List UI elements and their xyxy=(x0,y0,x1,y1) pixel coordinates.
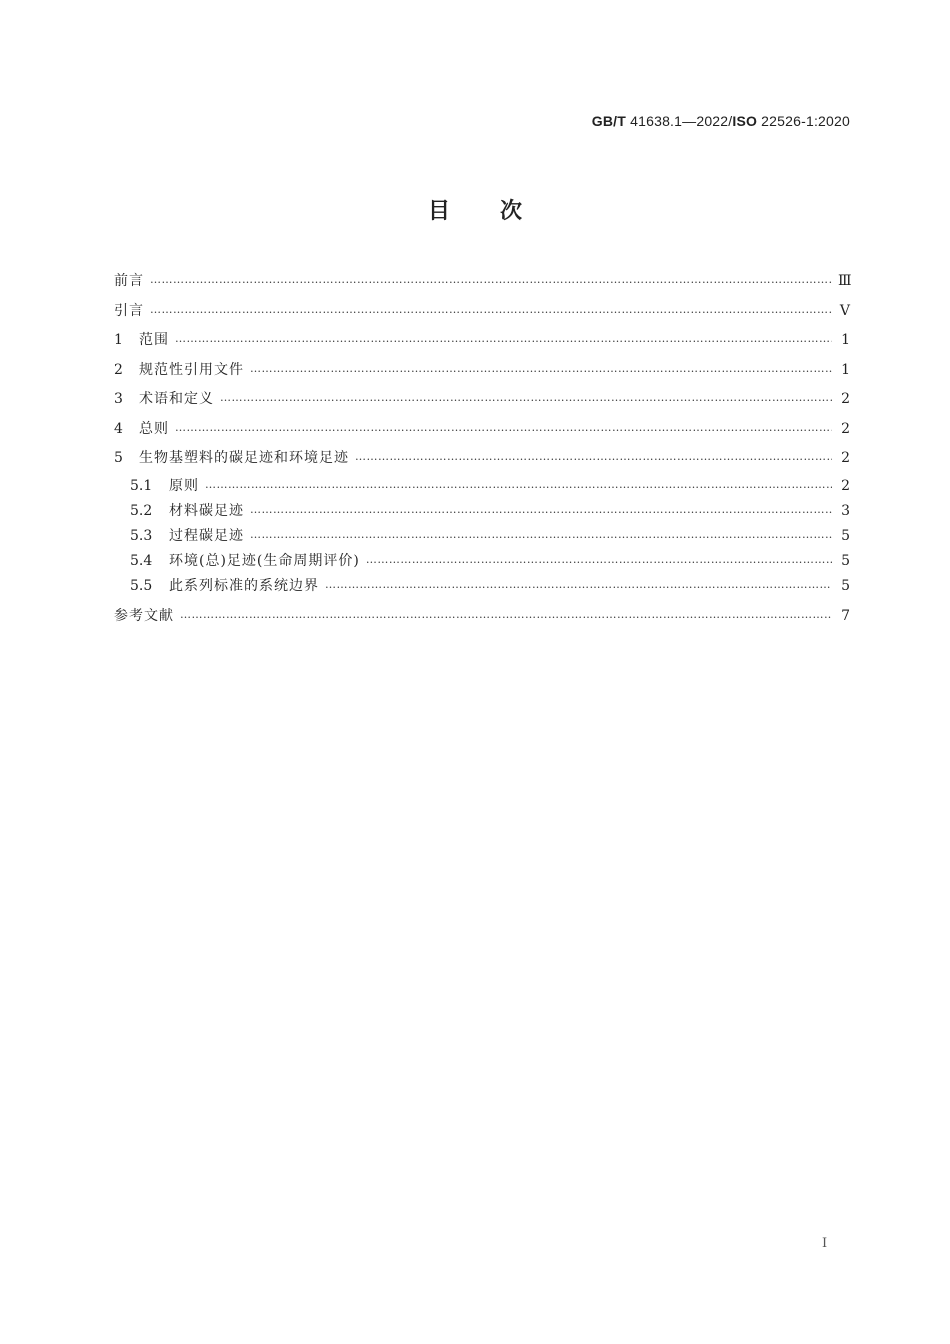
toc-entry-foreword[interactable] xyxy=(114,270,850,300)
toc-entry-label: 总则 xyxy=(139,420,169,437)
page-number: I xyxy=(822,1236,828,1251)
toc-leader-dots xyxy=(175,332,832,345)
toc-entry-label: 生物基塑料的碳足迹和环境足迹 xyxy=(139,450,349,466)
toc-entry-5[interactable] xyxy=(114,447,850,477)
toc-entry-number: 5.1 xyxy=(130,477,153,494)
toc-leader-dots xyxy=(150,273,832,286)
toc-entry-page: 2 xyxy=(841,391,850,407)
toc-entry-number: 5.2 xyxy=(130,502,153,519)
toc-entry-label: 术语和定义 xyxy=(139,391,214,407)
toc-leader-dots xyxy=(325,578,832,591)
document-code-iso-number: 22526-1:2020 xyxy=(757,113,850,129)
toc-entry-number: 5 xyxy=(114,450,123,466)
toc-entry-page: 7 xyxy=(841,607,850,624)
toc-leader-dots xyxy=(150,303,832,316)
toc-entry-label: 过程碳足迹 xyxy=(169,527,244,544)
toc-entry-label: 前言 xyxy=(114,273,144,289)
document-code-iso: ISO xyxy=(732,113,758,129)
toc-leader-dots xyxy=(205,478,832,491)
toc-entry-page: Ⅴ xyxy=(839,302,850,319)
table-of-contents xyxy=(114,270,850,634)
toc-leader-dots xyxy=(180,608,832,621)
toc-entry-page: 3 xyxy=(841,502,850,519)
toc-entry-label: 范围 xyxy=(139,332,169,348)
toc-entry-page: Ⅲ xyxy=(838,273,852,289)
toc-entry-5-5[interactable] xyxy=(114,575,850,600)
toc-entry-page: 5 xyxy=(841,552,850,569)
toc-entry-label: 参考文献 xyxy=(114,607,174,624)
toc-leader-dots xyxy=(250,528,832,541)
toc-entry-label: 规范性引用文件 xyxy=(139,361,244,378)
toc-entry-introduction[interactable] xyxy=(114,300,850,330)
toc-entry-5-3[interactable] xyxy=(114,525,850,550)
toc-entry-number: 2 xyxy=(114,361,123,378)
toc-entry-page: 2 xyxy=(841,450,850,466)
toc-leader-dots xyxy=(175,421,832,434)
toc-entry-label: 环境(总)足迹(生命周期评价) xyxy=(169,552,360,569)
toc-entry-page: 1 xyxy=(841,332,850,348)
toc-entry-2[interactable] xyxy=(114,359,850,389)
toc-entry-bibliography[interactable] xyxy=(114,605,850,635)
toc-entry-page: 2 xyxy=(841,477,850,494)
toc-entry-1[interactable] xyxy=(114,329,850,359)
document-code-prefix: GB/T xyxy=(591,113,627,129)
toc-entry-5-1[interactable] xyxy=(114,475,850,500)
toc-leader-dots xyxy=(220,391,832,404)
document-code xyxy=(592,113,850,129)
toc-entry-page: 5 xyxy=(841,527,850,544)
toc-entry-number: 4 xyxy=(114,420,123,437)
toc-entry-4[interactable] xyxy=(114,418,850,448)
toc-entry-3[interactable] xyxy=(114,388,850,418)
toc-entry-label: 材料碳足迹 xyxy=(169,502,244,519)
toc-entry-page: 5 xyxy=(841,577,850,594)
toc-leader-dots xyxy=(250,362,832,375)
toc-leader-dots xyxy=(250,503,832,516)
toc-entry-page: 1 xyxy=(841,361,850,378)
toc-entry-label: 此系列标准的系统边界 xyxy=(169,577,319,594)
toc-entry-number: 5.3 xyxy=(130,527,153,544)
page-title: 目次 xyxy=(427,199,572,224)
toc-entry-number: 5.4 xyxy=(130,552,153,569)
toc-entry-page: 2 xyxy=(841,420,850,437)
toc-entry-number: 5.5 xyxy=(130,577,153,594)
toc-entry-number: 3 xyxy=(114,391,123,407)
toc-entry-5-2[interactable] xyxy=(114,500,850,525)
toc-entry-label: 原则 xyxy=(169,477,199,494)
toc-leader-dots xyxy=(366,553,832,566)
toc-entry-label: 引言 xyxy=(114,302,144,319)
toc-leader-dots xyxy=(355,450,832,463)
toc-entry-number: 1 xyxy=(114,332,123,348)
document-code-number: 41638.1—2022/ xyxy=(626,113,733,129)
toc-entry-5-4[interactable] xyxy=(114,550,850,575)
